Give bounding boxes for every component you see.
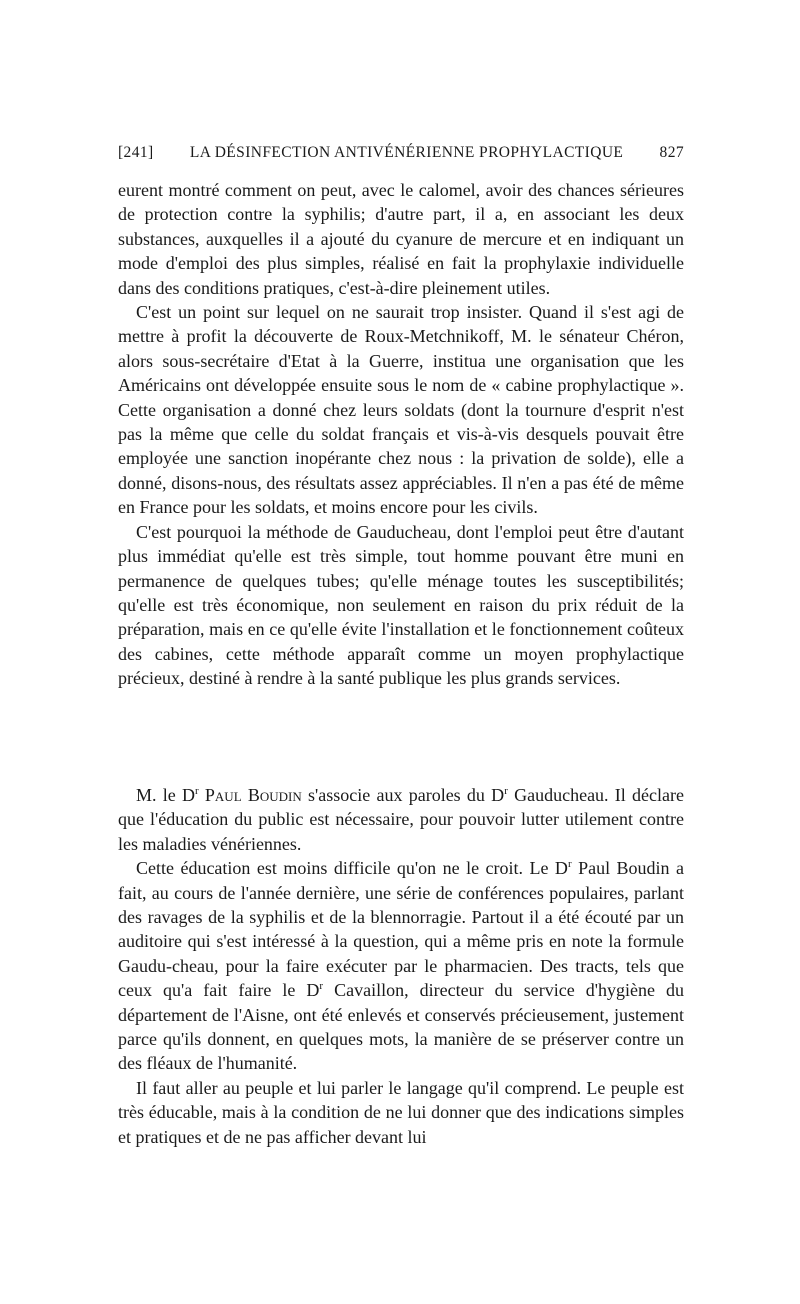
p5-start: Cette éducation est moins difficile qu'on ne le croit. Le D — [136, 858, 568, 879]
paragraph-2: C'est un point sur lequel on ne saurait trop insister. Quand il s'est agi de mettre à profit la découverte de Roux-Metchnikoff, M. le sénateur Chéron, alors sous-secrétaire d'Etat à la Guerre, institua une organisation que les Américains ont développée ensuite sous le nom de « cabine prophylactique ». Cette organisation a donné chez leurs soldats (dont la tournure d'esprit n'est pas la même que celle du soldat français et vis-à-vis desquels pouvait être employée une sanction inopérante chez nous : la privation de solde), elle a donné, disons-nous, des résultats assez appréciables. Il n'en a pas été de même en France pour les soldats, et moins encore pour les civils. — [118, 302, 684, 518]
p5-rest: Cavaillon, directeur du service d'hygiène du département de l'Aisne, ont été enlevés et conservés précieusement, justement parce qu'ils donnent, en quelques mots, la manière de se préserver contre un des fléaux de l'humanité. — [118, 980, 685, 1074]
p4-rest: Gauducheau. Il déclare que l'éducation du public est nécessaire, pour pouvoir lutter utilement contre les maladies vénériennes. — [118, 785, 684, 854]
page-number: 827 — [659, 144, 684, 161]
p4-sup-1: r — [194, 785, 199, 797]
paragraph-5 — [118, 856, 684, 1076]
speaker-name: Paul Boudin — [204, 785, 302, 805]
running-title: LA DÉSINFECTION ANTIVÉNÉRIENNE PROPHYLACTIQUE — [189, 144, 624, 161]
p5-mid: Paul Boudin a fait, au cours de l'année dernière, une série de conférences populaires, parlant des ravages de la syphilis et de la blennorragie. Partout il a été écouté par un auditoire qui s'est intéressé à la question, qui a même pris en note la formule Gaudu-cheau, pour la faire exécuter par le pharmacien. Des tracts, tels que ceux qu'a fait faire le D — [118, 858, 684, 1001]
p5-sup-2: r — [319, 980, 324, 993]
text-section-2 — [118, 783, 684, 1149]
paragraph-6: Il faut aller au peuple et lui parler le langage qu'il comprend. Le peuple est très éducable, mais à la condition de ne lui donner que des indications simples et pratiques et de ne pas afficher devant lui — [118, 1077, 684, 1147]
running-header — [118, 144, 684, 162]
text-section-1 — [118, 178, 684, 691]
paragraph-1: eurent montré comment on peut, avec le calomel, avoir des chances sérieures de protection contre la syphilis; d'autre part, il a, en associant les deux substances, auxquelles il a ajouté du cyanure de mercure et en indiquant un mode d'emploi des plus simples, réalisé en fait la prophylaxie individuelle dans des conditions pratiques, c'est-à-dire pleinement utiles. — [118, 180, 684, 298]
section-reference: [241] — [118, 144, 154, 161]
p5-sup-1: r — [567, 858, 572, 871]
paragraph-3: C'est pourquoi la méthode de Gauducheau, dont l'emploi peut être d'autant plus immédiat qu'elle est très simple, tout homme pouvant être muni en permanence de quelques tubes; qu'elle ménage toutes les susceptibilités; qu'elle est très économique, non seulement en raison du prix réduit de la préparation, mais en ce qu'elle évite l'installation et le fonctionnement coûteux des cabines, cette méthode apparaît comme un moyen prophylactique précieux, destiné à rendre à la santé publique les plus grands services. — [118, 521, 684, 689]
p4-start: M. le D — [136, 785, 195, 805]
p4-sup-2: r — [504, 785, 508, 797]
paragraph-4 — [118, 783, 684, 856]
p4-mid: s'associe aux paroles du D — [301, 785, 505, 805]
